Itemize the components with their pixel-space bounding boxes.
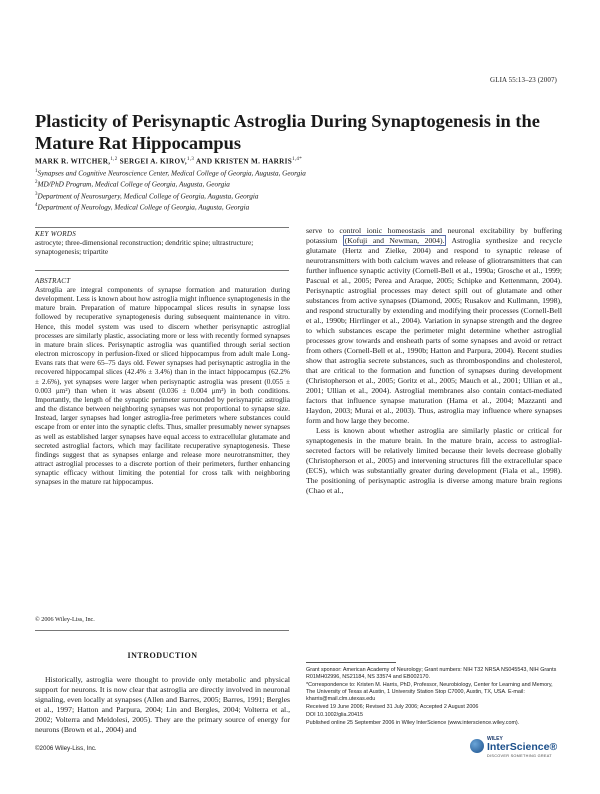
footnotes (306, 667, 562, 728)
keywords-text: astrocyte; three-dimensional reconstruction; dendritic spine; ultrastructure; synaptogenesis; tripartite (35, 238, 254, 257)
affiliation-number: 3 (35, 191, 38, 197)
introduction-text: Historically, astroglia were thought to provide only metabolic and physical support for neurons. It is now clear that astroglia are directly involved in neuronal signaling, even locally at synapses (Allen and Barres, 2005; Barres, 1991; Bergles et al., 1997; Hatton and Parpura, 2004; Lin and Bergles, 2004; Volterra et al., 2002; Volterra and Meldolesi, 2005). They are the primary source of energy for neurons (Brown et al., 2004) and (35, 675, 290, 734)
body-paragraph: Less is known about whether astroglia are similarly plastic or critical for synaptogenesis in the mature brain. In the mature brain, access to astroglial-secreted factors will be relatively limited because their levels decrease globally (Christopherson et al., 2005) and intervening structures fill the extracellular space (ECS), which was substantially greater during development (Fiala et al., 1998). The positioning of perisynaptic astroglia is diverse among mature brain regions (Chao et al., (306, 426, 562, 495)
article-title: Plasticity of Perisynaptic Astroglia During Synaptogenesis in the Mature Rat Hippocampus (35, 111, 540, 153)
affiliation-number: 4 (35, 203, 38, 209)
abstract-copyright: © 2006 Wiley-Liss, Inc. (35, 616, 95, 623)
abstract-heading: ABSTRACT (35, 277, 71, 285)
author-affiliation-mark: 1,2 (110, 157, 118, 162)
author-affiliation-mark: 1,3 (187, 157, 195, 162)
body-text: serve to control ionic homeostasis and neuronal excitability by buffering potassium (306, 226, 562, 245)
author-conjunction: AND (195, 157, 213, 166)
affiliation-text: Synapses and Cognitive Neuroscience Center, Medical College of Georgia, Augusta, Georgia (37, 169, 306, 178)
published-footnote: Published online 25 September 2006 in Wiley InterScience (www.interscience.wiley.com). (306, 720, 520, 726)
grant-footnote: Grant sponsor: American Academy of Neurology; Grant numbers: NIH T32 NRSA NS045543, NIH Grants R01MH02996, NS21184, NS 33574 and EB002170. (306, 667, 557, 680)
received-footnote: Received 19 June 2006; Revised 31 July 2006; Accepted 2 August 2006 (306, 704, 479, 710)
author-affiliation-mark: 1,4* (292, 157, 303, 162)
body-text: Astroglia synthesize and recycle glutamate (Hertz and Zielke, 2004) and respond to synaptic release of neurotransmitters with both calcium waves and release of gliotransmitters that can further influence synaptic activity (Cornell-Bell et al., 1990a; Grosche et al., 1999; Pascual et al., 2005; Perea and Araque, 2005; Schipke and Kettenmann, 2004). Perisynaptic astroglial processes may detect spill out of glutamate and other substances from active synapses (Diamond, 2005; Rusakov and Kullmann, 1998), and respond structurally by extending and modifying their processes (Cornell-Bell et al., 1990b; Hirrlinger et al., 2004). Variation in synapse strength and the degree to which substances escape the perimeter might determine whether astroglial processes grow towards and ensheath parts of some synapses and avoid or retract from others (Cornell-Bell et al., 1990b; Hatton and Parpura, 2004). Recent studies show that astroglia secrete substances, such as thrombospondins and cholesterol, that are critical to the formation and function of synapses during development (Christopherson et al., 2005; Goritz et al., 2005; Mauch et al., 2001; Ullian et al., 2001; Ullian et al., 2004). Astroglial membranes also contain contact-mediated factors that influence synapse maturation (Hama et al., 2004; Mazzanti and Haydon, 2003; Murai et al., 2003). Thus, astroglia may influence where synapses form and how large they become. (306, 236, 562, 425)
affiliation-number: 1 (35, 169, 38, 174)
author-list (35, 157, 565, 165)
footnote-rule (306, 662, 396, 663)
author-name: KRISTEN M. HARRIS (214, 157, 293, 166)
logo-tagline: DISCOVER SOMETHING GREAT (487, 754, 552, 758)
affiliation-number: 2 (35, 180, 38, 186)
affiliation (35, 167, 455, 178)
doi-footnote: DOI 10.1002/glia.20415 (306, 712, 363, 718)
keywords-heading: KEY WORDS (35, 230, 77, 238)
author-name: MARK R. WITCHER, (35, 157, 111, 166)
introduction-heading: INTRODUCTION (127, 651, 198, 660)
affiliation-list (35, 167, 455, 213)
affiliation-text: MD/PhD Program, Medical College of Georgia, Augusta, Georgia (37, 180, 230, 189)
affiliation-text: Department of Neurology, Medical College of Georgia, Augusta, Georgia (37, 203, 250, 212)
right-column-body (306, 226, 562, 496)
wiley-interscience-logo (470, 736, 562, 762)
affiliation (35, 178, 455, 189)
keywords-top-rule (35, 227, 289, 228)
journal-reference: GLIA 55:13–23 (2007) (490, 76, 557, 84)
body-paragraph (306, 226, 562, 426)
author-name: SERGEI A. KIROV, (119, 157, 188, 166)
affiliation (35, 201, 455, 212)
abstract-text: Astroglia are integral components of synapse formation and maturation during development. Less is known about how astroglia might influence synaptogenesis in the mature brain. Preparation of mature hippocampal slices results in synapse loss followed by recuperative synaptogenesis during subsequent maintenance in vitro. Hence, this model system was used to discern whether perisynaptic astroglial processes are similarly plastic, associating more or less with recently formed synapses in mature brain slices. Perisynaptic astroglia was quantified through serial section electron microscopy in perfusion-fixed or sliced hippocampus from adult male Long-Evans rats that were 65–75 days old. Fewer synapses had perisynaptic astroglia in the recovered hippocampal slices (42.4% ± 3.4%) than in the intact hippocampus (62.2% ± 2.6%), yet synapses were larger when perisynaptic astroglia was present (0.055 ± 0.003 μm²) than when it was absent (0.036 ± 0.004 μm²) in both conditions. Importantly, the length of the synaptic perimeter surrounded by perisynaptic astroglia and the distance between neighboring synapses was not proportional to synapse size. Instead, larger synapses had longer astroglia-free perimeters where substances could escape from or enter into the synaptic clefts. Thus, smaller presumably newer synapses as well as established larger synapses have equal access to extracellular glutamate and secreted astroglial factors, which may facilitate recuperative synaptogenesis. These findings suggest that as synapses enlarge and release more neurotransmitter, they attract astroglial processes to a discrete portion of their perimeters, further enhancing synaptic efficacy without limiting the potential for cross talk with neighboring synapses in the mature rat hippocampus. (35, 285, 290, 487)
correspondence-footnote: *Correspondence to: Kristen M. Harris, PhD, Professor, Neurobiology, Center for Learning and Memory, The University of Texas at Austin, 1 University Station Stop C7000, Austin, TX, USA. E-mail: kharris@mail.clm.utexas.edu (306, 682, 553, 702)
keywords-bottom-rule (35, 270, 289, 271)
globe-icon (470, 739, 484, 753)
affiliation (35, 190, 455, 201)
citation-link[interactable]: (Kofuji and Newman, 2004). (344, 236, 445, 245)
page-copyright: ©2006 Wiley-Liss, Inc. (35, 745, 97, 752)
abstract-bottom-rule (35, 630, 289, 631)
logo-name: InterScience® (487, 741, 558, 753)
affiliation-text: Department of Neurosurgery, Medical College of Georgia, Augusta, Georgia (37, 192, 259, 201)
logo-brand: WILEY (487, 736, 503, 742)
